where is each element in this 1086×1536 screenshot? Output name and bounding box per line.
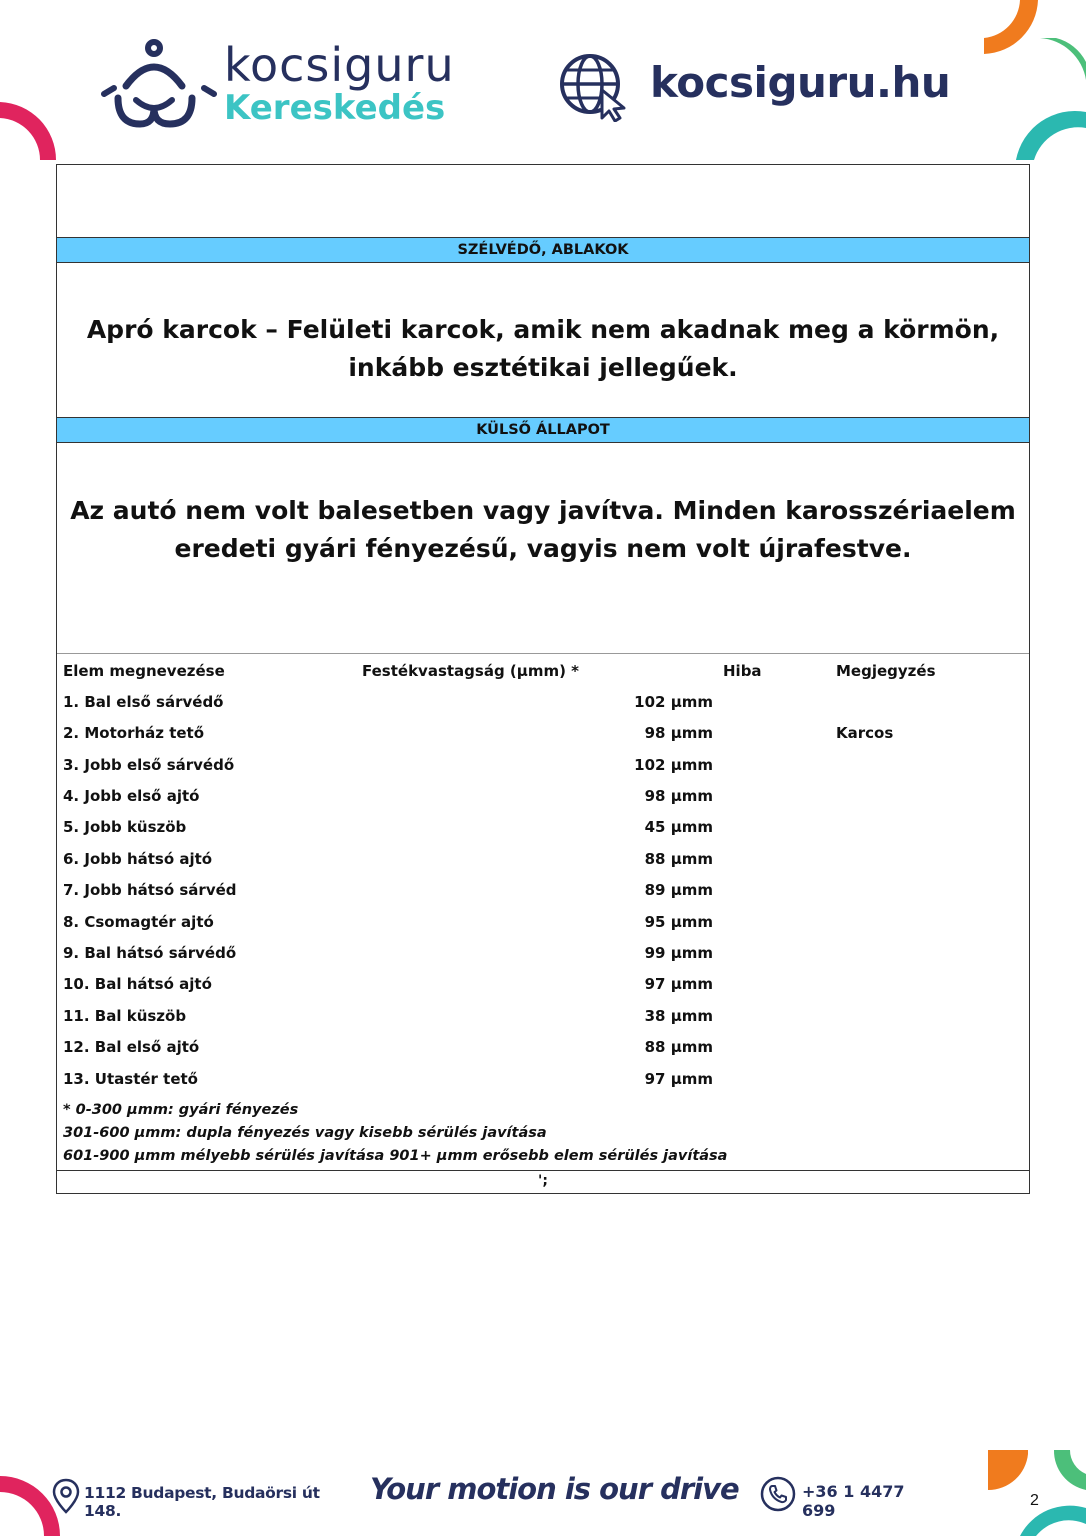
paint-thickness-table (57, 653, 1029, 1171)
section-header-exterior: KÜLSŐ ÁLLAPOT (57, 417, 1029, 443)
windows-description-line1: Apró karcok – Felületi karcok, amik nem akadnak meg a körmön, (86, 315, 1000, 344)
row-note: Karcos (836, 724, 894, 742)
exterior-description-line1: Az autó nem volt balesetben vagy javítva. Minden karosszériaelem (70, 496, 1016, 525)
row-value: 102 µmm (634, 693, 713, 711)
mascot-icon (96, 38, 218, 130)
corner-decoration-top-right (980, 0, 1086, 160)
row-value: 45 µmm (644, 818, 713, 836)
row-value: 97 µmm (644, 1070, 713, 1088)
table-row (57, 687, 1029, 718)
footnote-factory-range: * 0-300 µmm: gyári fényezés (63, 1102, 299, 1118)
logo-brand-name: kocsiguru (224, 38, 455, 92)
row-value: 99 µmm (644, 944, 713, 962)
column-header-name: Elem megnevezése (63, 662, 225, 680)
row-value: 98 µmm (644, 724, 713, 742)
column-header-note: Megjegyzés (836, 662, 936, 680)
row-name: 11. Bal küszöb (63, 1007, 187, 1025)
website-address: kocsiguru.hu (650, 58, 951, 107)
kocsiguru-logo (96, 38, 476, 133)
footer-phone[interactable] (760, 1470, 940, 1520)
table-row (57, 718, 1029, 749)
table-row (57, 907, 1029, 938)
windows-description-line2: inkább esztétikai jellegűek. (348, 353, 738, 382)
table-row (57, 969, 1029, 1000)
section-header-windows: SZÉLVÉDŐ, ABLAKOK (57, 237, 1029, 263)
row-value: 88 µmm (644, 850, 713, 868)
table-row (57, 1064, 1029, 1095)
row-name: 2. Motorház tető (63, 724, 205, 742)
row-name: 6. Jobb hátsó ajtó (63, 850, 213, 868)
row-name: 7. Jobb hátsó sárvéd (63, 881, 237, 899)
row-name: 4. Jobb első ajtó (63, 787, 200, 805)
row-value: 102 µmm (634, 756, 713, 774)
row-name: 13. Utastér tető (63, 1070, 198, 1088)
column-header-fault: Hiba (723, 662, 762, 680)
table-row (57, 1001, 1029, 1032)
row-name: 12. Bal első ajtó (63, 1038, 200, 1056)
column-header-paint: Festékvastagság (µmm) * (362, 662, 580, 680)
row-value: 88 µmm (644, 1038, 713, 1056)
row-value: 95 µmm (644, 913, 713, 931)
footnote-double-paint-range: 301-600 µmm: dupla fényezés vagy kisebb sérülés javítása (63, 1125, 547, 1141)
row-name: 9. Bal hátsó sárvédő (63, 944, 237, 962)
footer-address (52, 1470, 352, 1520)
exterior-description-line2: eredeti gyári fényezésű, vagyis nem volt újrafestve. (174, 534, 912, 563)
table-row (57, 875, 1029, 906)
row-value: 98 µmm (644, 787, 713, 805)
website-logo[interactable] (558, 52, 958, 124)
row-value: 38 µmm (644, 1007, 713, 1025)
row-name: 1. Bal első sárvédő (63, 693, 224, 711)
table-row (57, 781, 1029, 812)
row-value: 97 µmm (644, 975, 713, 993)
row-name: 8. Csomagtér ajtó (63, 913, 214, 931)
row-name: 10. Bal hátsó ajtó (63, 975, 212, 993)
globe-cursor-icon (558, 52, 628, 122)
page-number: 2 (1030, 1492, 1039, 1509)
table-row (57, 1032, 1029, 1063)
logo-subtitle: Kereskedés (224, 88, 446, 128)
table-row (57, 812, 1029, 843)
phone-number: +36 1 4477 699 (802, 1482, 905, 1520)
table-header-row (57, 656, 1029, 687)
table-row (57, 750, 1029, 781)
location-pin-icon (52, 1478, 80, 1514)
address-text: 1112 Budapest, Budaörsi út 148. (84, 1484, 320, 1520)
condition-sheet (56, 164, 1030, 1194)
closing-mark: '; (538, 1173, 548, 1189)
corner-decoration-top-left (0, 90, 70, 170)
row-value: 89 µmm (644, 881, 713, 899)
footnote-repair-range: 601-900 µmm mélyebb sérülés javítása 901+ µmm erősebb elem sérülés javítása (63, 1148, 728, 1164)
phone-icon (760, 1476, 796, 1512)
slogan: Your motion is our drive (370, 1472, 739, 1506)
table-row (57, 844, 1029, 875)
table-row (57, 938, 1029, 969)
row-name: 5. Jobb küszöb (63, 818, 187, 836)
row-name: 3. Jobb első sárvédő (63, 756, 235, 774)
